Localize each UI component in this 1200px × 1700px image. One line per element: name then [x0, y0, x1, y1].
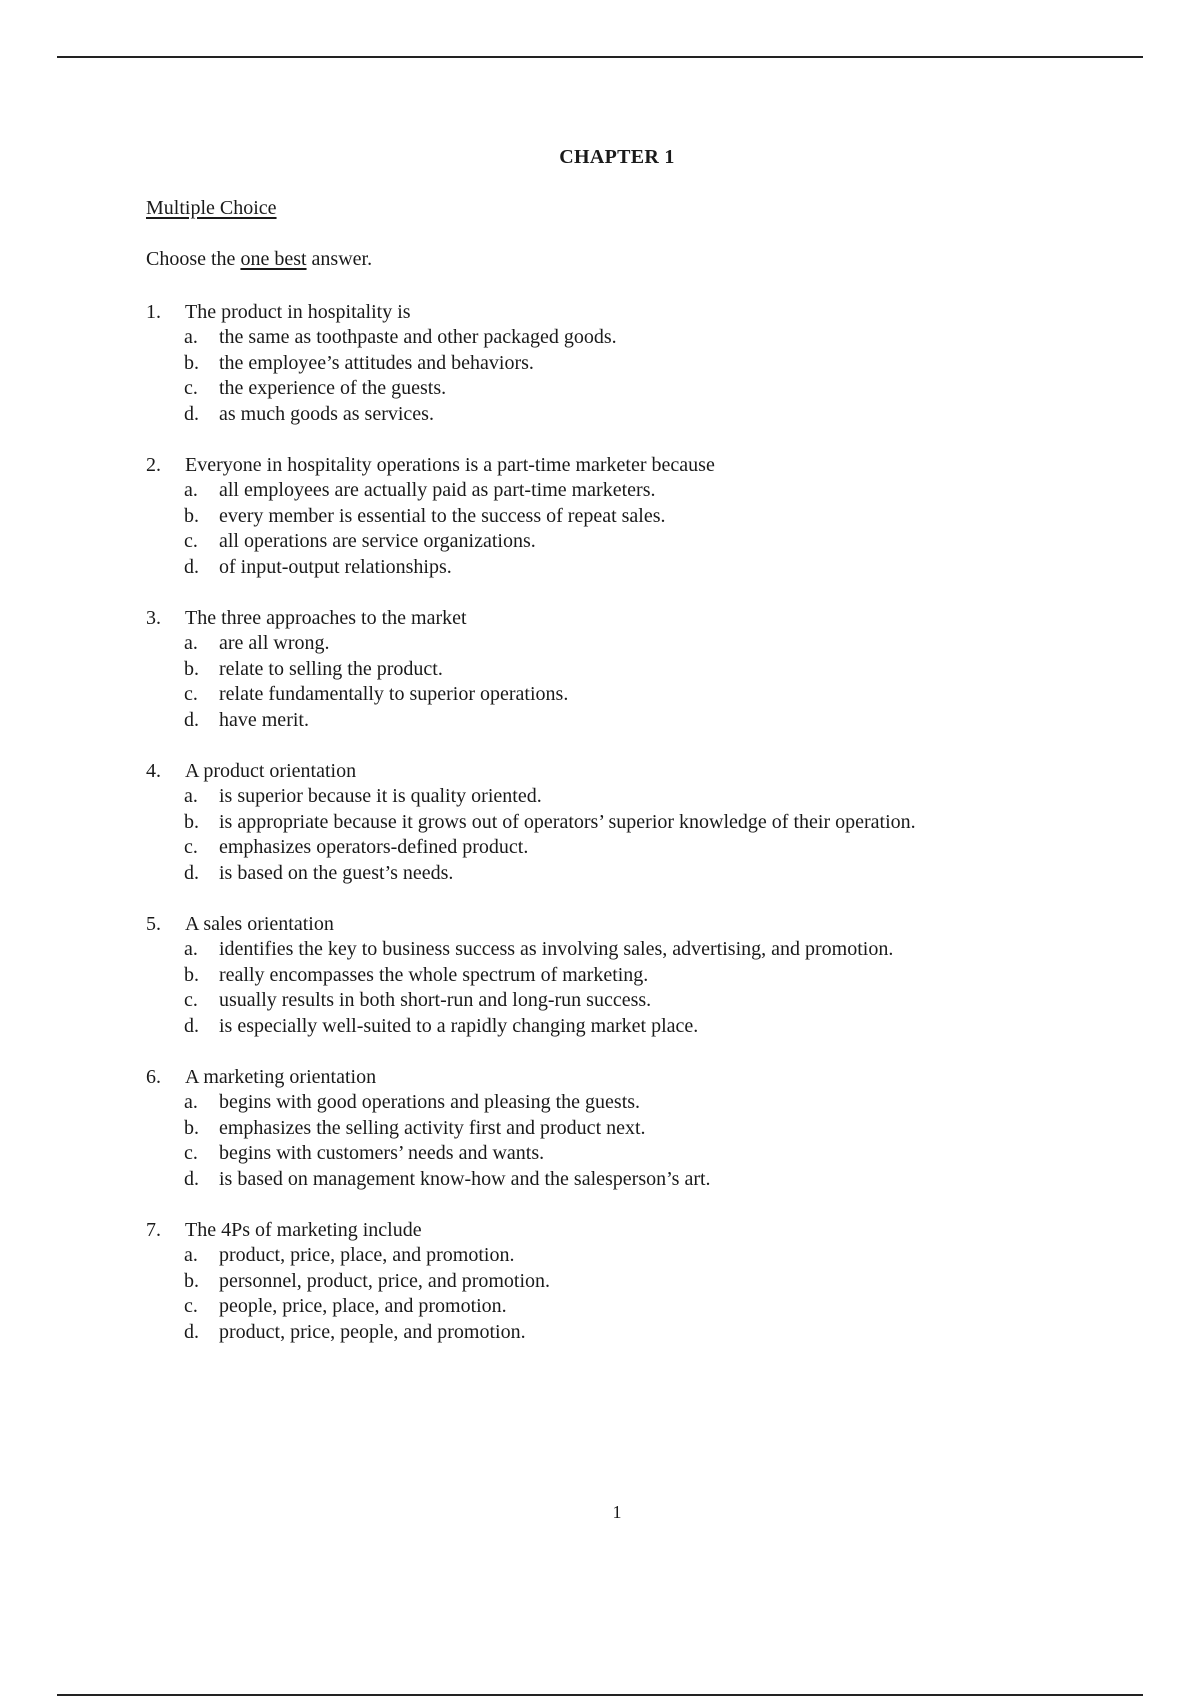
option-letter: c.	[184, 989, 198, 1011]
option-letter: c.	[184, 836, 198, 858]
option-list	[146, 784, 1146, 886]
question-text: The product in hospitality is	[185, 301, 411, 323]
option-letter: a.	[184, 785, 198, 807]
question-stem	[146, 759, 1146, 784]
option-text: is based on the guest’s needs.	[219, 861, 454, 884]
bottom-rule	[57, 1694, 1143, 1696]
question-text: A marketing orientation	[185, 1066, 377, 1088]
option-text: every member is essential to the success of repeat sales.	[219, 504, 666, 527]
option-b	[146, 810, 1146, 836]
option-b	[146, 963, 1146, 989]
option-letter: d.	[184, 402, 199, 425]
option-a	[146, 1243, 1146, 1269]
option-b	[146, 1116, 1146, 1142]
question-number: 2.	[146, 454, 161, 476]
option-text: have merit.	[219, 708, 309, 731]
option-list	[146, 325, 1146, 427]
option-letter: d.	[184, 1014, 199, 1037]
option-text: is appropriate because it grows out of operators’ superior knowledge of their operation.	[219, 810, 916, 833]
question-4	[146, 759, 1146, 886]
option-text: begins with good operations and pleasing the guests.	[219, 1091, 641, 1113]
option-list	[146, 478, 1146, 580]
question-stem	[146, 606, 1146, 631]
question-stem	[146, 300, 1146, 325]
option-text: the same as toothpaste and other packaged goods.	[219, 326, 617, 348]
option-letter: a.	[184, 479, 198, 501]
option-letter: a.	[184, 1091, 198, 1113]
option-list	[146, 1090, 1146, 1192]
question-text: A product orientation	[185, 760, 357, 782]
option-letter: d.	[184, 861, 199, 884]
option-letter: d.	[184, 708, 199, 731]
option-letter: d.	[184, 1320, 199, 1343]
option-text: emphasizes the selling activity first and product next.	[219, 1116, 646, 1139]
question-2	[146, 453, 1146, 580]
option-b	[146, 657, 1146, 683]
option-text: is superior because it is quality oriented.	[219, 785, 542, 807]
option-a	[146, 784, 1146, 810]
question-number: 7.	[146, 1219, 161, 1241]
question-text: The three approaches to the market	[185, 607, 467, 629]
option-c	[146, 376, 1146, 402]
option-letter: b.	[184, 810, 199, 833]
question-stem	[146, 912, 1146, 937]
page-number: 1	[612, 1502, 622, 1522]
option-letter: c.	[184, 1295, 198, 1317]
option-a	[146, 631, 1146, 657]
option-letter: c.	[184, 683, 198, 705]
question-number: 4.	[146, 760, 161, 782]
option-text: are all wrong.	[219, 632, 330, 654]
option-text: people, price, place, and promotion.	[219, 1295, 507, 1317]
option-text: product, price, place, and promotion.	[219, 1244, 515, 1266]
option-text: emphasizes operators-defined product.	[219, 836, 529, 858]
option-letter: a.	[184, 938, 198, 960]
option-list	[146, 1243, 1146, 1345]
question-number: 3.	[146, 607, 161, 629]
option-text: product, price, people, and promotion.	[219, 1320, 526, 1343]
option-text: as much goods as services.	[219, 402, 434, 425]
option-letter: a.	[184, 326, 198, 348]
option-text: of input-output relationships.	[219, 555, 452, 578]
question-number: 6.	[146, 1066, 161, 1088]
option-b	[146, 504, 1146, 530]
option-letter: b.	[184, 963, 199, 986]
option-d	[146, 1014, 1146, 1040]
option-c	[146, 529, 1146, 555]
option-letter: c.	[184, 530, 198, 552]
option-a	[146, 325, 1146, 351]
option-d	[146, 402, 1146, 428]
option-letter: c.	[184, 1142, 198, 1164]
option-letter: b.	[184, 1116, 199, 1139]
question-stem	[146, 453, 1146, 478]
option-c	[146, 1294, 1146, 1320]
top-rule	[57, 56, 1143, 58]
option-text: the employee’s attitudes and behaviors.	[219, 351, 534, 374]
question-text: A sales orientation	[185, 913, 334, 935]
question-text: The 4Ps of marketing include	[185, 1219, 422, 1241]
question-number: 5.	[146, 913, 161, 935]
option-a	[146, 1090, 1146, 1116]
option-letter: d.	[184, 1167, 199, 1190]
option-text: really encompasses the whole spectrum of marketing.	[219, 963, 649, 986]
option-list	[146, 631, 1146, 733]
option-letter: c.	[184, 377, 198, 399]
question-1	[146, 300, 1146, 427]
option-a	[146, 478, 1146, 504]
option-letter: b.	[184, 1269, 199, 1292]
section-heading: Multiple Choice	[146, 197, 277, 219]
option-text: is especially well-suited to a rapidly changing market place.	[219, 1014, 699, 1037]
option-text: all operations are service organizations.	[219, 530, 536, 552]
option-list	[146, 937, 1146, 1039]
instruction-emphasis: one best	[240, 248, 307, 270]
question-6	[146, 1065, 1146, 1192]
question-3	[146, 606, 1146, 733]
option-letter: b.	[184, 351, 199, 374]
option-d	[146, 555, 1146, 581]
option-text: relate to selling the product.	[219, 657, 443, 680]
option-a	[146, 937, 1146, 963]
option-c	[146, 1141, 1146, 1167]
option-text: is based on management know-how and the salesperson’s art.	[219, 1167, 711, 1190]
option-letter: a.	[184, 632, 198, 654]
question-text: Everyone in hospitality operations is a part-time marketer because	[185, 454, 715, 476]
option-text: begins with customers’ needs and wants.	[219, 1142, 545, 1164]
option-letter: b.	[184, 657, 199, 680]
option-text: all employees are actually paid as part-time marketers.	[219, 479, 656, 501]
option-b	[146, 1269, 1146, 1295]
question-number: 1.	[146, 301, 161, 323]
option-letter: b.	[184, 504, 199, 527]
option-c	[146, 682, 1146, 708]
option-text: usually results in both short-run and long-run success.	[219, 989, 652, 1011]
question-stem	[146, 1065, 1146, 1090]
instruction-after: answer.	[306, 248, 373, 270]
option-text: identifies the key to business success as involving sales, advertising, and promotion.	[219, 938, 894, 960]
option-letter: a.	[184, 1244, 198, 1266]
question-7	[146, 1218, 1146, 1345]
question-5	[146, 912, 1146, 1039]
instruction-before: Choose the	[146, 248, 241, 270]
chapter-title: CHAPTER 1	[559, 146, 675, 168]
option-text: relate fundamentally to superior operations.	[219, 683, 569, 705]
option-d	[146, 1167, 1146, 1193]
instruction	[146, 248, 372, 271]
option-text: the experience of the guests.	[219, 377, 447, 399]
option-d	[146, 861, 1146, 887]
option-c	[146, 988, 1146, 1014]
option-d	[146, 1320, 1146, 1346]
question-stem	[146, 1218, 1146, 1243]
option-letter: d.	[184, 555, 199, 578]
option-d	[146, 708, 1146, 734]
option-text: personnel, product, price, and promotion.	[219, 1269, 551, 1292]
option-c	[146, 835, 1146, 861]
option-b	[146, 351, 1146, 377]
